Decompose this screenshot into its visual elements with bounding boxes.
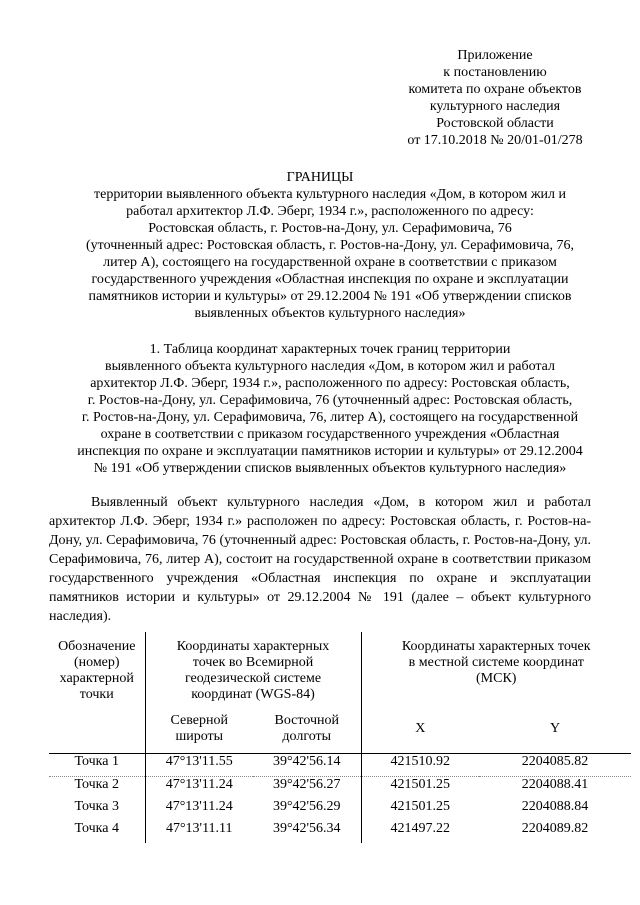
appendix-line: Ростовской области [436,116,554,131]
cell-east: 39°42'56.14 [253,754,361,777]
subtitle-line: (уточненный адрес: Ростовская область, г. Ростов-на-Дону, ул. Серафимовича, 76, [86,238,574,253]
subtitle-line: памятников истории и культуры» от 29.12.2004 № 191 «Об утверждении списков [88,289,572,304]
header-wgs84 [145,632,361,703]
cell-north: 47°13'11.24 [145,777,253,800]
section-line: архитектор Л.Ф. Эберг, 1934 г.», расположенного по адресу: Ростовская область, [90,376,570,391]
table-row [49,821,631,843]
section-line: охране в соответствии с приказом государственного учреждения «Областная [100,427,560,442]
table-row [49,777,631,800]
cell-east: 39°42'56.34 [253,821,361,843]
header-text: Обозначение [58,639,136,654]
header-point-id [49,632,145,754]
subtitle-line: литер А), состоящего на государственной охране в соответствии с приказом [103,255,557,270]
appendix-line: Приложение [457,48,533,63]
table-row [49,799,631,821]
cell-east: 39°42'56.29 [253,799,361,821]
section-line: г. Ростов-на-Дону, ул. Серафимовича, 76 (уточненный адрес: Ростовская область, [87,393,573,408]
header-text: координат (WGS-84) [191,687,315,702]
subheader-text: долготы [282,729,332,744]
section-line: выявленного объекта культурного наследия «Дом, в котором жил и работал [104,359,556,374]
appendix-line: комитета по охране объектов [408,82,582,97]
subheader-text: Восточной [274,713,339,728]
subheader-east [253,703,361,754]
appendix-line: к постановлению [443,65,547,80]
document-title: ГРАНИЦЫ [286,170,354,185]
table-header-row [49,632,631,703]
header-text: Координаты характерных точек [401,639,591,654]
cell-y: 2204089.82 [521,821,589,836]
header-msk [361,632,631,703]
subheader-x: X [415,721,426,736]
subheader-text: широты [175,729,224,744]
section-line: инспекция по охране и эксплуатации памятников истории и культуры» от 29.12.2004 [77,444,583,459]
cell-point: Точка 3 [49,799,145,821]
subheader-text: Северной [170,713,228,728]
cell-y: 2204085.82 [479,754,631,777]
cell-east: 39°42'56.27 [253,777,361,800]
coordinates-table [49,632,631,843]
cell-y: 2204088.41 [479,777,631,800]
cell-point: Точка 1 [49,754,145,777]
body-paragraph: Выявленный объект культурного наследия «Дом, в котором жил и работал архитектор Л.Ф. Эберг, 1934 г.» расположен по адресу: Ростовская область, г. Ростов-на-Дону, ул. Серафимовича, 76 (уточненный адрес: Ростовская область, г. Ростов-на-Дону, ул. Серафимовича, 76, литер А), состоит на государственной охране в соответствии приказом государственного учреждения «Областная инспекция по охране и эксплуатации памятников истории и культуры» от 29.12.2004 № 191 (далее – объект культурного наследия). [49,495,591,624]
header-text: Координаты характерных [176,639,330,654]
header-text: геодезической системе [184,671,322,686]
document-subtitle [60,186,600,322]
subtitle-line: Ростовская область, г. Ростов-на-Дону, ул. Серафимовича, 76 [148,221,512,236]
subtitle-line: выявленных объектов культурного наследия» [194,306,466,321]
cell-x: 421497.22 [390,821,450,836]
table-row [49,754,631,777]
cell-north: 47°13'11.11 [165,821,233,836]
subheader-y: Y [549,721,561,736]
cell-north: 47°13'11.55 [145,754,253,777]
cell-x: 421501.25 [361,777,479,800]
cell-north: 47°13'11.24 [165,799,233,814]
section-line: 1. Таблица координат характерных точек границ территории [149,342,511,357]
subheader-north [145,703,253,754]
header-text: (МСК) [476,671,517,686]
appendix-line: культурного наследия [429,99,561,114]
header-text: (номер) [73,655,120,670]
header-text: точки [79,687,114,702]
appendix-line: от 17.10.2018 № 20/01-01/278 [407,133,583,148]
cell-x: 421510.92 [361,754,479,777]
subtitle-line: государственного учреждения «Областная инспекция по охране и эксплуатации [91,272,569,287]
subtitle-line: территории выявленного объекта культурного наследия «Дом, в котором жил и [93,187,566,202]
header-text: в местной системе координат [408,655,584,670]
section-line: № 191 «Об утверждении списков выявленных объектов культурного наследия» [93,461,567,476]
appendix-block [395,47,595,149]
cell-x: 421501.25 [390,799,450,814]
cell-point: Точка 4 [49,821,145,843]
section-1-heading [60,341,600,477]
cell-point: Точка 2 [49,777,145,800]
cell-y: 2204088.84 [521,799,589,814]
header-text: характерной [59,671,134,686]
header-text: точек во Всемирной [192,655,314,670]
section-line: г. Ростов-на-Дону, ул. Серафимовича, 76, литер А), состоящего на государственной [81,410,579,425]
subtitle-line: работал архитектор Л.Ф. Эберг, 1934 г.», расположенного по адресу: [126,204,534,219]
